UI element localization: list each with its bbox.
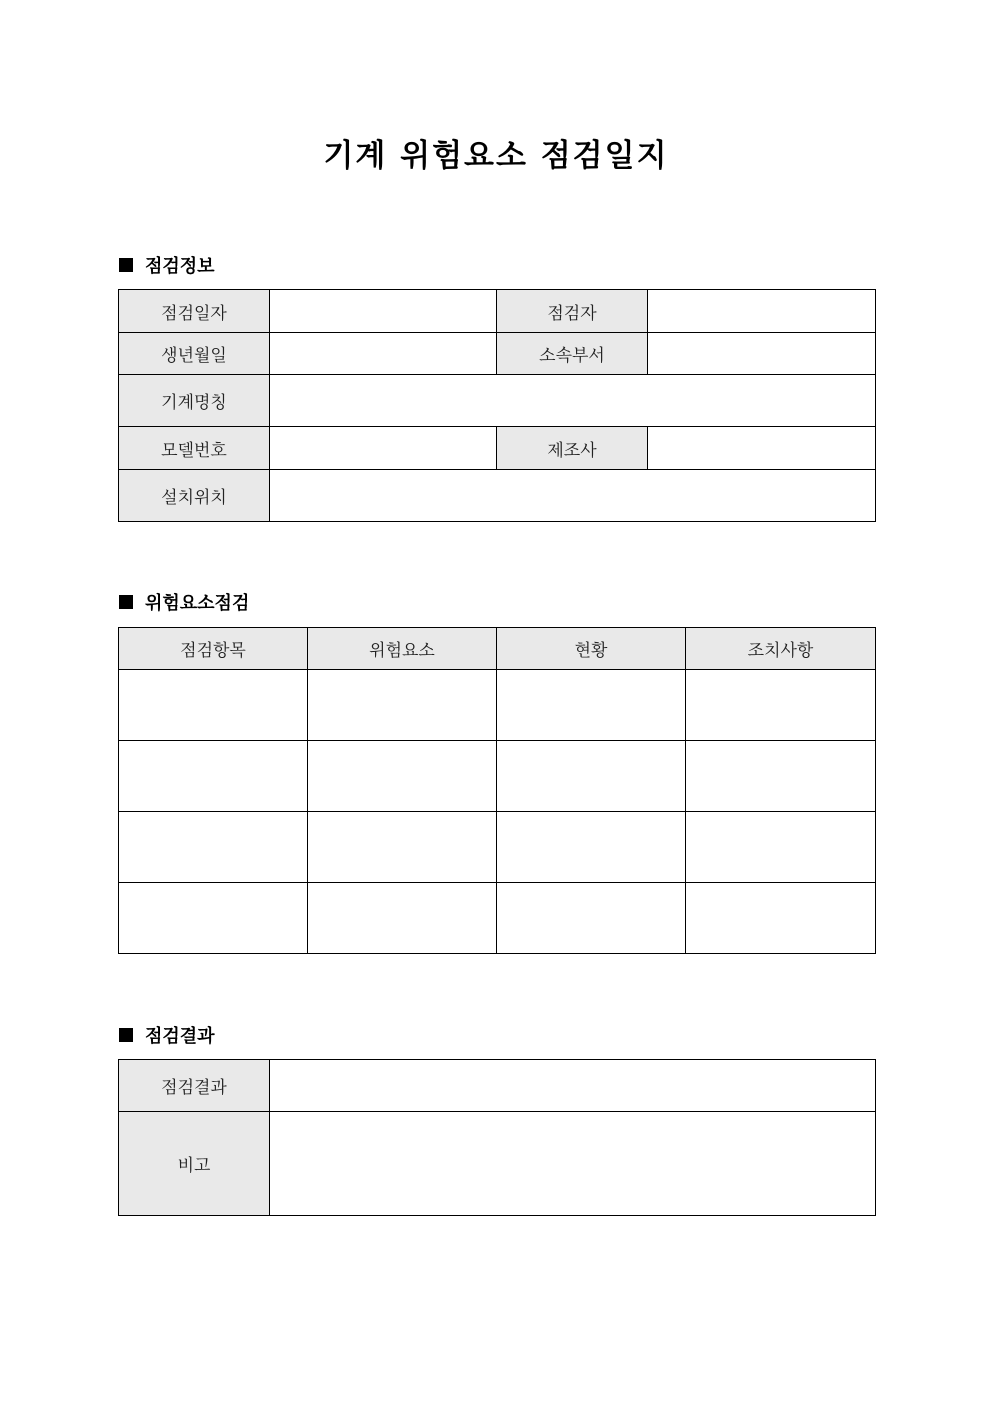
check-item-cell[interactable] <box>119 883 308 954</box>
status-cell[interactable] <box>497 741 686 812</box>
status-cell[interactable] <box>497 812 686 883</box>
column-header-action: 조치사항 <box>686 628 876 670</box>
check-item-cell[interactable] <box>119 741 308 812</box>
section-heading-hazard <box>119 590 249 614</box>
hazard-cell[interactable] <box>308 741 497 812</box>
date-field[interactable] <box>270 290 497 333</box>
square-bullet-icon <box>119 595 133 609</box>
square-bullet-icon <box>119 258 133 272</box>
action-cell[interactable] <box>686 741 876 812</box>
inspection-info-table <box>118 289 876 522</box>
check-item-cell[interactable] <box>119 670 308 741</box>
manufacturer-field[interactable] <box>648 427 876 470</box>
table-row <box>119 470 876 522</box>
table-row <box>119 333 876 375</box>
location-label: 설치위치 <box>119 470 270 522</box>
birth-label: 생년월일 <box>119 333 270 375</box>
birth-field[interactable] <box>270 333 497 375</box>
remarks-field[interactable] <box>270 1112 876 1216</box>
section-heading-result <box>119 1023 215 1047</box>
machine-name-field[interactable] <box>270 375 876 427</box>
department-label: 소속부서 <box>497 333 648 375</box>
check-item-cell[interactable] <box>119 812 308 883</box>
table-header-row <box>119 628 876 670</box>
hazard-cell[interactable] <box>308 670 497 741</box>
date-label: 점검일자 <box>119 290 270 333</box>
status-cell[interactable] <box>497 883 686 954</box>
inspector-label: 점검자 <box>497 290 648 333</box>
table-row <box>119 812 876 883</box>
table-row <box>119 1060 876 1112</box>
hazard-check-table <box>118 627 876 954</box>
status-cell[interactable] <box>497 670 686 741</box>
column-header-hazard: 위험요소 <box>308 628 497 670</box>
result-label: 점검결과 <box>119 1060 270 1112</box>
table-row <box>119 427 876 470</box>
remarks-label: 비고 <box>119 1112 270 1216</box>
hazard-cell[interactable] <box>308 883 497 954</box>
action-cell[interactable] <box>686 812 876 883</box>
section-heading-label: 점검정보 <box>145 256 215 277</box>
inspection-result-table <box>118 1059 876 1216</box>
inspector-field[interactable] <box>648 290 876 333</box>
machine-name-label: 기계명칭 <box>119 375 270 427</box>
action-cell[interactable] <box>686 883 876 954</box>
table-row <box>119 883 876 954</box>
table-row <box>119 670 876 741</box>
location-field[interactable] <box>270 470 876 522</box>
model-no-label: 모델번호 <box>119 427 270 470</box>
table-row <box>119 741 876 812</box>
table-row <box>119 375 876 427</box>
table-row <box>119 1112 876 1216</box>
column-header-check-item: 점검항목 <box>119 628 308 670</box>
section-heading-label: 위험요소점검 <box>145 593 250 614</box>
table-row <box>119 290 876 333</box>
section-heading-info <box>119 253 215 277</box>
column-header-status: 현황 <box>497 628 686 670</box>
manufacturer-label: 제조사 <box>497 427 648 470</box>
action-cell[interactable] <box>686 670 876 741</box>
model-no-field[interactable] <box>270 427 497 470</box>
section-heading-label: 점검결과 <box>145 1026 215 1047</box>
result-field[interactable] <box>270 1060 876 1112</box>
hazard-cell[interactable] <box>308 812 497 883</box>
square-bullet-icon <box>119 1028 133 1042</box>
page-title: 기계 위험요소 점검일지 <box>323 138 669 174</box>
department-field[interactable] <box>648 333 876 375</box>
